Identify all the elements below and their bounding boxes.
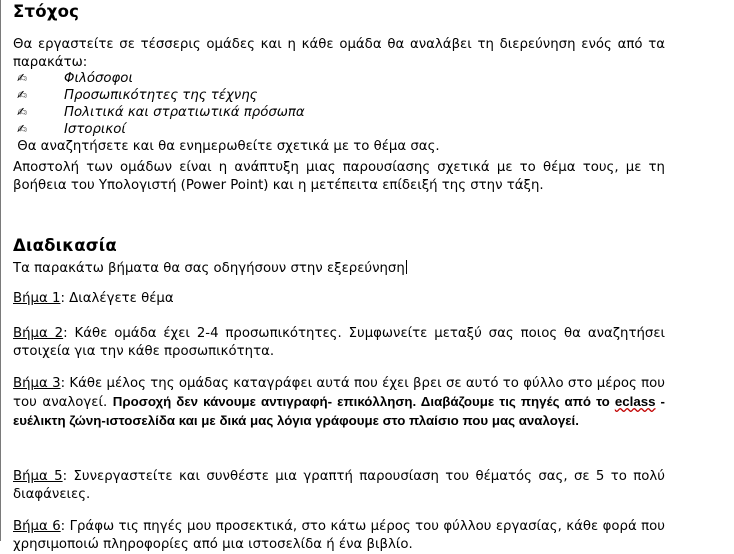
step-2: Βήμα 2: Κάθε ομάδα έχει 2-4 προσωπικότητες. Συμφωνείτε μεταξύ σας ποιος θα αναζητήσει στοιχεία για την κάθε προσωπικότητα. — [13, 326, 665, 359]
step-3-label: Βήμα 3 — [13, 376, 61, 391]
list-item: ✍ Πολιτικά και στρατιωτικά πρόσωπα — [17, 105, 305, 120]
list-item: ✍ Φιλόσοφοι — [17, 71, 133, 86]
step-3: Βήμα 3: Κάθε μέλος της ομάδας καταγράφει αυτά που έχει βρει σε αυτό το φύλλο στο μέρος που του αναλογεί. Προσοχή δεν κάνουμε αντιγραφή- επικόλληση. Διαβάζουμε τις πηγές από το eclass - ευέλικτη ζώνη-ιστοσελίδα και με δικά μας λόγια γράφουμε στο πλαίσιο που μας αναλογεί. — [13, 376, 665, 428]
process-intro: Τα παρακάτω βήματα θα σας οδηγήσουν στην εξερεύνηση — [13, 261, 405, 276]
goal-search-note: Θα αναζητήσετε και θα ενημερωθείτε σχετικά με το θέμα σας. — [13, 139, 440, 154]
process-heading: Διαδικασία — [13, 236, 117, 255]
writing-hand-icon: ✍ — [17, 122, 28, 136]
goal-heading: Στόχος — [13, 2, 80, 21]
step-6-label: Βήμα 6 — [13, 519, 61, 534]
step-5: Βήμα 5: Συνεργαστείτε και συνθέστε μια γραπτή παρουσίαση του θέματός σας, σε 5 το πολύ διαφάνειες. — [13, 469, 665, 502]
step-2-label: Βήμα 2 — [13, 326, 64, 341]
step-1: Βήμα 1: Διαλέγετε θέμα — [13, 291, 174, 306]
step-1-label: Βήμα 1 — [13, 291, 61, 306]
eclass-link-text: eclass — [614, 394, 656, 409]
writing-hand-icon: ✍ — [17, 71, 28, 85]
step-6: Βήμα 6: Γράφω τις πηγές μου προσεκτικά, στο κάτω μέρος του φύλλου εργασίας, κάθε φορά που χρησιμοποιώ πληροφορίες από μια ιστοσελίδα ή ένα βιβλίο. — [13, 519, 665, 552]
step-3-warning: Προσοχή δεν κάνουμε αντιγραφή- επικόλληση. Διαβάζουμε τις πηγές από το eclass - ευέλικτη ζώνη-ιστοσελίδα και με δικά μας λόγια γράφουμε στο πλαίσιο που μας αναλογεί. — [13, 394, 665, 428]
writing-hand-icon: ✍ — [17, 88, 28, 102]
list-item: ✍ Ιστορικοί — [17, 122, 126, 137]
step-5-label: Βήμα 5 — [13, 469, 63, 484]
text-cursor — [406, 260, 407, 274]
writing-hand-icon: ✍ — [17, 105, 28, 119]
goal-mission: Αποστολή των ομάδων είναι η ανάπτυξη μιας παρουσίασης σχετικά με το θέμα τους, με τη βοήθεια του Υπολογιστή (Power Point) και η μετέπειτα επίδειξή της στην τάξη. — [13, 160, 665, 193]
goal-intro: Θα εργαστείτε σε τέσσερις ομάδες και η κάθε ομάδα θα αναλάβει τη διερεύνηση ενός από τα παρακάτω: — [13, 37, 665, 70]
list-item: ✍ Προσωπικότητες της τέχνης — [17, 88, 258, 103]
topic-list — [13, 70, 665, 138]
page-left-border — [0, 0, 1, 541]
